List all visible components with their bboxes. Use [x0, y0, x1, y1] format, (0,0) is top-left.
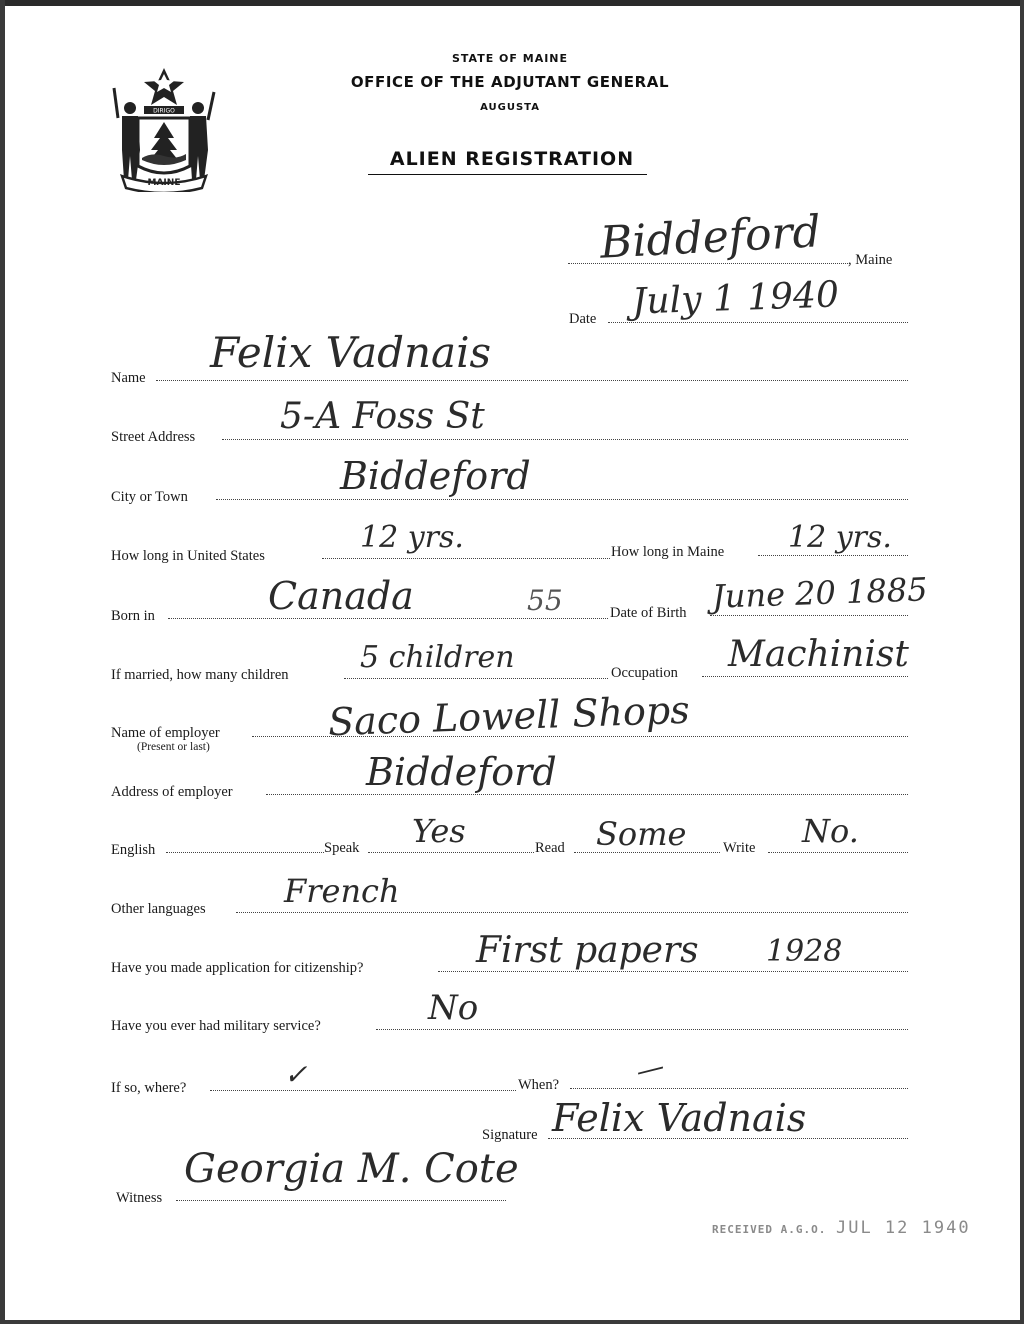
where-line — [210, 1090, 516, 1091]
citizenship-line — [438, 971, 908, 972]
street-line — [222, 439, 908, 440]
city-line — [216, 499, 908, 500]
when-label: When? — [518, 1077, 560, 1093]
street-label: Street Address — [111, 429, 196, 445]
scan-border-bottom — [0, 1320, 1024, 1324]
english-line — [166, 852, 324, 853]
name-entry: Felix Vadnais — [210, 328, 492, 377]
date-label: Date — [569, 311, 597, 327]
other-languages-line — [236, 912, 908, 913]
other-languages-entry: French — [284, 872, 400, 910]
date-line — [608, 322, 908, 323]
maine-duration-label: How long in Maine — [611, 544, 725, 560]
us-duration-line — [322, 558, 610, 559]
us-duration-entry: 12 yrs. — [360, 520, 464, 555]
occupation-label: Occupation — [611, 665, 678, 681]
speak-entry: Yes — [412, 812, 466, 850]
children-label: If married, how many children — [111, 667, 289, 683]
witness-line — [176, 1200, 506, 1201]
received-stamp-label: RECEIVED A.G.O. — [712, 1223, 827, 1236]
name-label: Name — [111, 370, 146, 386]
write-entry: No. — [802, 812, 859, 850]
children-line — [344, 678, 608, 679]
write-line — [768, 852, 908, 853]
speak-line — [368, 852, 534, 853]
scan-border-top — [0, 0, 1024, 6]
place-entry: Biddeford — [598, 206, 822, 269]
city-heading: AUGUSTA — [480, 102, 540, 113]
name-line — [156, 380, 908, 381]
occupation-entry: Machinist — [728, 634, 909, 675]
maine-duration-entry: 12 yrs. — [788, 520, 892, 555]
military-entry: No — [428, 988, 479, 1028]
date-entry: July 1 1940 — [631, 274, 840, 323]
scan-border-right — [1020, 0, 1024, 1324]
born-line — [168, 618, 608, 619]
employer-address-line — [266, 794, 908, 795]
employer-sublabel: (Present or last) — [137, 741, 210, 753]
occupation-line — [702, 676, 908, 677]
where-label: If so, where? — [111, 1080, 187, 1096]
title-underline — [368, 174, 647, 175]
city-label: City or Town — [111, 489, 188, 505]
read-label: Read — [535, 840, 565, 856]
office-heading: OFFICE OF THE ADJUTANT GENERAL — [350, 73, 670, 91]
maine-label: , Maine — [848, 252, 893, 268]
received-stamp — [712, 1218, 971, 1238]
maine-duration-line — [758, 555, 908, 556]
employer-address-label: Address of employer — [111, 784, 233, 800]
write-label: Write — [723, 840, 756, 856]
state-heading: STATE OF MAINE — [451, 52, 569, 65]
speak-label: Speak — [324, 840, 360, 856]
signature-label: Signature — [482, 1127, 538, 1143]
citizenship-label: Have you made application for citizenship? — [111, 960, 364, 976]
read-entry: Some — [596, 815, 687, 853]
birthdate-line — [710, 615, 908, 616]
employer-label: Name of employer — [111, 725, 220, 741]
form-title: ALIEN REGISTRATION — [389, 148, 635, 170]
street-entry: 5-A Foss St — [280, 396, 485, 437]
military-label: Have you ever had military service? — [111, 1018, 321, 1034]
other-languages-label: Other languages — [111, 901, 206, 917]
born-label: Born in — [111, 608, 155, 624]
received-stamp-date: JUL 12 1940 — [835, 1218, 971, 1238]
scan-border-left — [0, 0, 5, 1324]
witness-label: Witness — [116, 1190, 163, 1206]
when-line — [570, 1088, 908, 1089]
age-entry: 55 — [527, 584, 563, 617]
born-entry: Canada — [268, 574, 414, 618]
military-line — [376, 1029, 908, 1030]
when-entry: — — [632, 1049, 668, 1088]
svg-text:DIRIGO: DIRIGO — [153, 107, 175, 115]
witness-entry: Georgia M. Cote — [184, 1146, 519, 1192]
svg-text:MAINE: MAINE — [147, 178, 181, 188]
children-entry: 5 children — [360, 640, 515, 675]
employer-entry: Saco Lowell Shops — [327, 687, 691, 745]
where-entry: ✓ — [284, 1058, 308, 1091]
signature-entry: Felix Vadnais — [552, 1096, 807, 1140]
citizenship-year-entry: 1928 — [766, 934, 843, 969]
citizenship-entry: First papers — [476, 930, 699, 971]
employer-address-entry: Biddeford — [366, 750, 557, 794]
birthdate-label: Date of Birth — [610, 605, 687, 621]
us-duration-label: How long in United States — [111, 548, 265, 564]
birthdate-entry: June 20 1885 — [711, 570, 929, 616]
english-label: English — [111, 842, 156, 858]
city-entry: Biddeford — [340, 454, 531, 498]
